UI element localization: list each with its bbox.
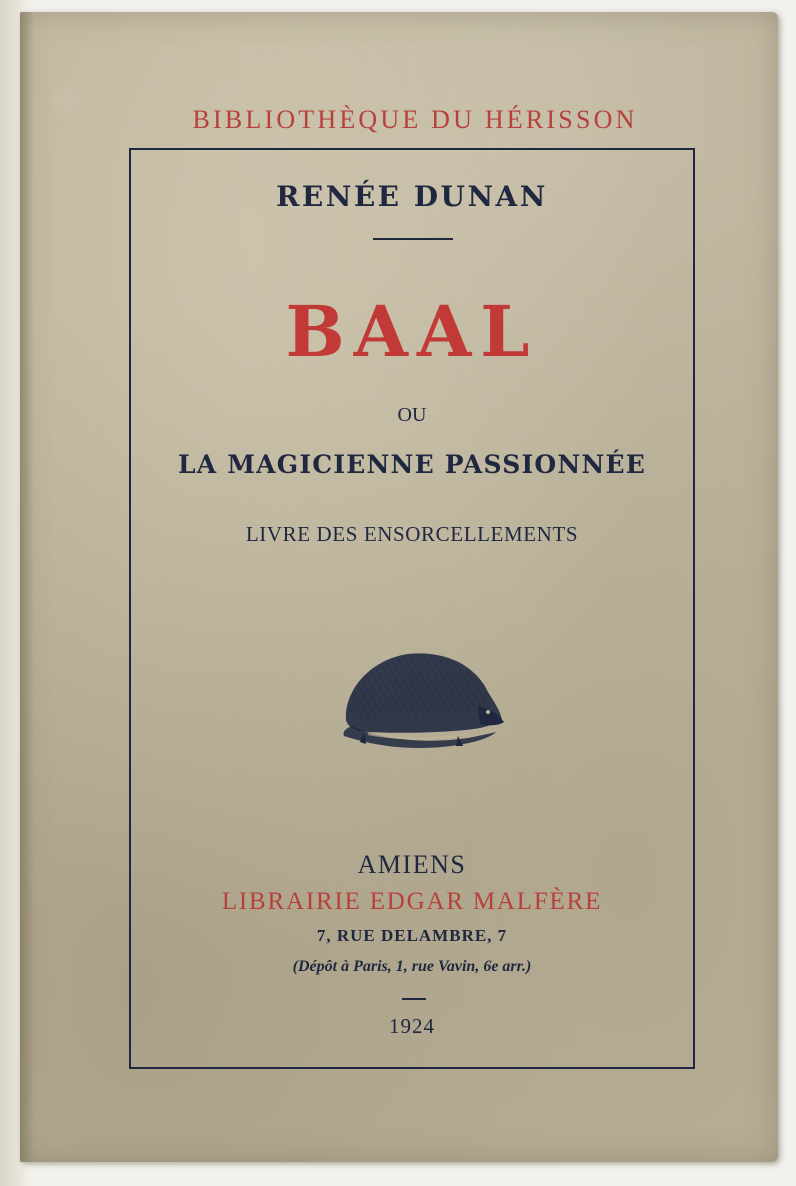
- publisher-name: LIBRAIRIE EDGAR MALFÈRE: [221, 888, 603, 915]
- series-title: BIBLIOTHÈQUE DU HÉRISSON: [192, 105, 638, 134]
- publisher-address: 7, RUE DELAMBRE, 7: [316, 926, 508, 945]
- book-title: BAAL: [285, 290, 539, 373]
- publication-year: 1924: [389, 1014, 435, 1038]
- title-connector: OU: [397, 404, 427, 426]
- depot-note: (Dépôt à Paris, 1, rue Vavin, 6e arr.): [292, 958, 532, 975]
- publisher-city: AMIENS: [357, 850, 467, 879]
- hedgehog-icon: [338, 640, 506, 752]
- book-subsubtitle: LIVRE DES ENSORCELLEMENTS: [245, 522, 579, 546]
- book-subtitle: LA MAGICIENNE PASSIONNÉE: [178, 450, 646, 479]
- divider-rule: [373, 238, 453, 240]
- divider-rule-small: [402, 998, 426, 1000]
- paper-stain: [50, 84, 84, 118]
- author-name: RENÉE DUNAN: [276, 180, 548, 213]
- cover-spine-edge: [20, 12, 34, 1162]
